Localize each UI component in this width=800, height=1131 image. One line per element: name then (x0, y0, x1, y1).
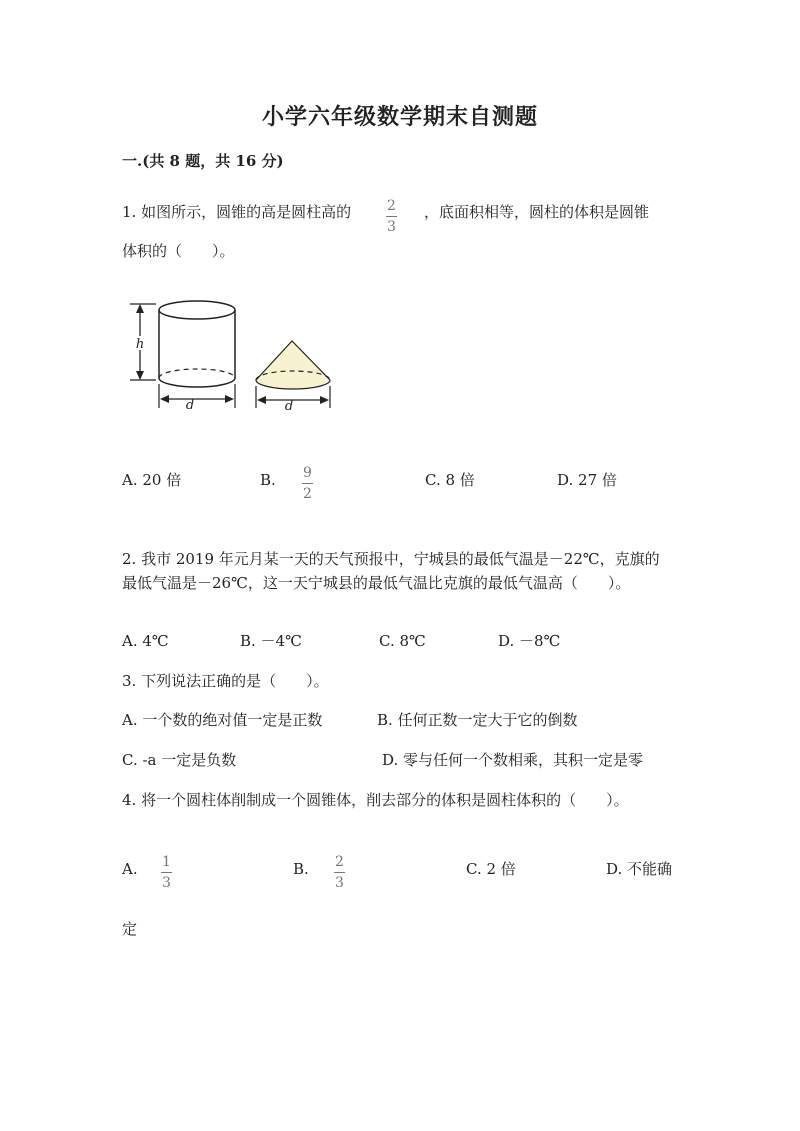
q1-option-d: D. 27 倍 (557, 471, 617, 489)
q2-option-a: A. 4℃ (122, 632, 169, 650)
q2-option-c: C. 8℃ (379, 632, 426, 650)
q1-fraction-numerator: 2 (387, 198, 396, 214)
q2-option-d: D. －8℃ (498, 632, 561, 650)
q3-option-d: D. 零与任何一个数相乘，其积一定是零 (382, 751, 644, 769)
q1-text-line2: 体积的（ ）。 (122, 242, 235, 260)
q4-option-b-denominator: 3 (335, 875, 344, 891)
q1-fraction-denominator: 3 (387, 219, 396, 235)
cylinder-diameter-label: d (185, 398, 195, 413)
q1-fraction (386, 198, 397, 235)
q1-fraction-bar (386, 216, 397, 217)
q4-option-a-fraction (161, 854, 172, 891)
cylinder-diameter-dimension (159, 384, 235, 413)
q1-option-c: C. 8 倍 (425, 471, 475, 489)
cone-diameter-label: d (284, 399, 294, 414)
q4-option-b-bar (334, 872, 345, 873)
q1-option-b-denominator: 2 (303, 486, 312, 502)
page-title: 小学六年级数学期末自测题 (261, 104, 538, 130)
height-label: h (135, 337, 145, 352)
q4-option-a-bar (161, 872, 172, 873)
q4-option-b-numerator: 2 (335, 854, 344, 870)
q2-text-line2: 最低气温是－26℃，这一天宁城县的最低气温比克旗的最低气温高（ ）。 (122, 574, 631, 592)
q3-option-a: A. 一个数的绝对值一定是正数 (122, 711, 323, 729)
q1-text-line1-part2: ，底面积相等，圆柱的体积是圆锥 (424, 203, 650, 221)
cone-drawing (256, 341, 330, 389)
q3-stem: 3. 下列说法正确的是（ ）。 (122, 672, 329, 690)
cone-diameter-dimension (256, 386, 330, 414)
height-dimension (130, 304, 156, 380)
q4-stem: 4. 将一个圆柱体削制成一个圆锥体，削去部分的体积是圆柱体积的（ ）。 (122, 791, 629, 809)
cylinder-cone-figure (120, 292, 350, 420)
q4-option-a-label: A. (122, 860, 138, 878)
q1-text-line1-part1: 1. 如图所示，圆锥的高是圆柱高的 (122, 203, 352, 221)
q1-option-b-fraction (302, 465, 313, 502)
q1-option-b-bar (302, 483, 313, 484)
q4-option-c: C. 2 倍 (466, 860, 516, 878)
q4-option-b-fraction (334, 854, 345, 891)
q4-option-b-label: B. (293, 860, 309, 878)
q2-option-b: B. －4℃ (240, 632, 302, 650)
q4-option-d: D. 不能确 (606, 860, 673, 878)
q4-option-d-continued: 定 (122, 920, 138, 938)
q3-option-c: C. -a 一定是负数 (122, 751, 237, 769)
q4-option-a-denominator: 3 (162, 875, 171, 891)
q1-option-a: A. 20 倍 (122, 471, 182, 489)
q4-option-a-numerator: 1 (162, 854, 171, 870)
q1-option-b-numerator: 9 (303, 465, 312, 481)
q3-option-b: B. 任何正数一定大于它的倒数 (377, 711, 578, 729)
q1-option-b-label: B. (260, 471, 276, 489)
q2-text-line1: 2. 我市 2019 年元月某一天的天气预报中，宁城县的最低气温是－22℃，克旗的 (122, 550, 660, 568)
cylinder-drawing (159, 301, 235, 387)
section-heading: 一.(共 8 题，共 16 分) (122, 152, 284, 170)
